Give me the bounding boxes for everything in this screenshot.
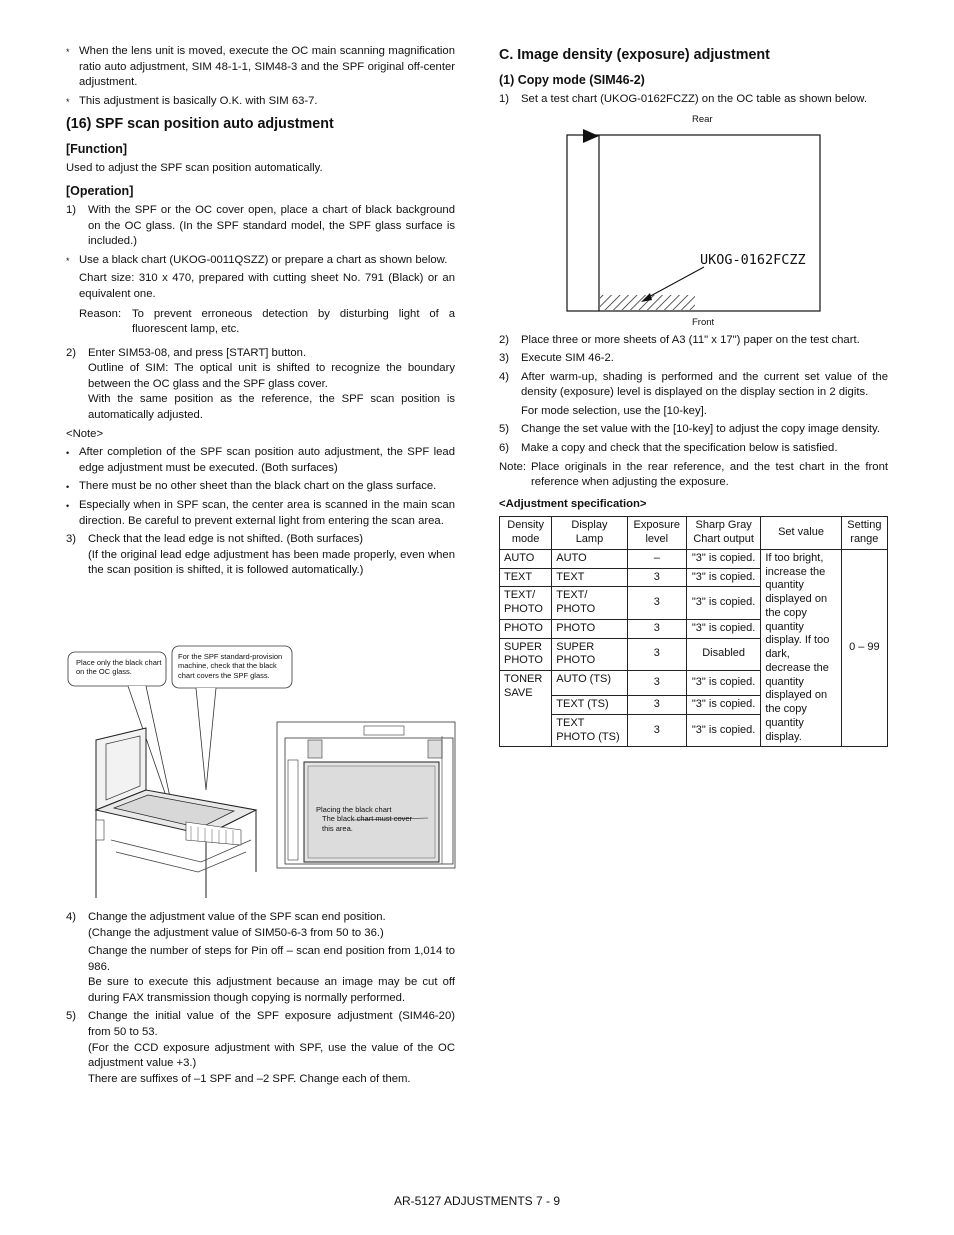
- bullet-star: *: [66, 255, 70, 266]
- header-exposure-level: Exposure level: [627, 517, 686, 550]
- intro-bullet: * This adjustment is basically O.K. with SIM 63-7.: [66, 94, 455, 110]
- adjustment-spec-table: [499, 516, 888, 747]
- step-5: 5) Change the initial value of the SPF exposure adjustment (SIM46-20) from 50 to 53. (For the CCD exposure adjustment with SPF, use the value of the OC adjustment value +3.) There are suffixes of –1 SPF and –2 SPF. Change each of them.: [66, 1010, 455, 1085]
- left-column-lower: [66, 910, 455, 1090]
- note-item: • Especially when in SPF scan, the center area is scanned in the main scan direction. Be careful to prevent external light from entering the scan area.: [66, 498, 455, 527]
- test-chart-figure: [499, 111, 888, 329]
- step-2: 2) Enter SIM53-08, and press [START] button. Outline of SIM: The optical unit is shifted to recognize the boundary between the OC glass and the SPF glass cover. With the same position as the reference, the SPF scan position is automatically adjusted.: [66, 346, 455, 422]
- section-title: (16) SPF scan position auto adjustment: [66, 116, 334, 133]
- step-3: 3) Execute SIM 46-2.: [499, 352, 614, 365]
- bullet-star: *: [66, 96, 70, 107]
- step-4: 4) Change the adjustment value of the SPF scan end position. (Change the adjustment value of SIM50-6-3 from 50 to 36.) Change the number of steps for Pin off – scan end position from 1,014 to 986. Be sure to execute this adjustment because an image may be cut off during FAX transmission though copying is normally performed.: [66, 911, 455, 1004]
- table-row: TEXT PHOTO (TS) 3 "3" is copied.: [500, 714, 888, 747]
- chart-code-label: UKOG-0162FCZZ: [700, 251, 806, 268]
- section-title-c: C. Image density (exposure) adjustment: [499, 47, 770, 63]
- right-column: [499, 44, 888, 747]
- note-item: • After completion of the SPF scan position auto adjustment, the SPF lead edge adjustment must be executed. (Both surfaces): [66, 446, 455, 474]
- placing-chart-label: Placing the black chart The black chart must cover this area.: [316, 805, 413, 833]
- step-1: 1) Set a test chart (UKOG-0162FCZZ) on the OC table as shown below.: [499, 92, 867, 105]
- rear-label: Rear: [692, 113, 713, 125]
- header-display-lamp: Display Lamp: [552, 517, 627, 550]
- table-row: AUTO AUTO – "3" is copied. If too bright, increase the quantity displayed on the copy quantity display. If too dark, decrease the quantity displayed on the copy quantity display. 0 – 99: [500, 549, 888, 568]
- step-5: 5) Change the set value with the [10-key] to adjust the copy image density.: [499, 423, 880, 436]
- setting-range-cell: 0 – 99: [841, 549, 887, 747]
- bullet-star: *: [66, 47, 70, 57]
- header-set-value: Set value: [761, 517, 841, 550]
- front-label: Front: [692, 316, 715, 328]
- chart-size: Chart size: 310 x 470, prepared with cutting sheet No. 791 (Black) or an equivalent one.: [79, 272, 455, 300]
- left-column: [66, 44, 455, 582]
- set-value-cell: If too bright, increase the quantity displayed on the copy quantity display. If too dark, decrease the quantity displayed on the copy quantity display.: [761, 549, 841, 747]
- note-heading: <Note>: [66, 427, 104, 440]
- table-row: TEXT TEXT 3 "3" is copied.: [500, 568, 888, 587]
- step-1: 1) With the SPF or the OC cover open, place a chart of black background on the OC glass. (In the SPF standard model, the SPF glass surface is included.): [66, 204, 455, 248]
- table-row: PHOTO PHOTO 3 "3" is copied.: [500, 619, 888, 638]
- header-setting-range: Setting range: [841, 517, 887, 550]
- step-3: 3) Check that the lead edge is not shifted. (Both surfaces) (If the original lead edge adjustment has been made properly, even when the scan position is shifted, it is followed automatically.): [66, 533, 455, 577]
- header-density-mode: Density mode: [500, 517, 552, 550]
- note-item: • There must be no other sheet than the black chart on the glass surface.: [66, 480, 437, 493]
- step-4: 4) After warm-up, shading is performed and the current set value of the density (exposure) level is displayed on the display section in 2 digits. For mode selection, use the [10-key].: [499, 370, 888, 417]
- bubble-spf-check: For the SPF standard-provision machine, check that the black chart covers the SPF glass.: [178, 652, 283, 680]
- table-row: TEXT (TS) 3 "3" is copied.: [500, 696, 888, 715]
- page-footer: AR-5127 ADJUSTMENTS 7 - 9: [393, 1194, 561, 1208]
- step-2: 2) Place three or more sheets of A3 (11" x 17") paper on the test chart.: [499, 333, 860, 346]
- header-chart-output: Sharp Gray Chart output: [686, 517, 760, 550]
- bubble-place-chart: Place only the black chart on the OC glass.: [76, 658, 162, 677]
- test-chart-diagram: [499, 127, 888, 317]
- note: Note: Place originals in the rear reference, and the test chart in the front reference when adjusting the exposure.: [499, 460, 888, 489]
- reason: Reason: To prevent erroneous detection by disturbing light of a fluorescent lamp, etc.: [79, 307, 455, 336]
- function-heading: [Function]: [66, 142, 128, 157]
- operation-heading: [Operation]: [66, 183, 134, 198]
- step-1-star: * Use a black chart (UKOG-0011QSZZ) or prepare a chart as shown below.: [66, 253, 455, 269]
- function-text: Used to adjust the SPF scan position automatically.: [66, 162, 323, 175]
- step-6: 6) Make a copy and check that the specification below is satisfied.: [499, 442, 838, 455]
- intro-bullet: * When the lens unit is moved, execute the OC main scanning magnification ratio auto adjustment, SIM 48-1-1, SIM48-3 and the SPF original off-center adjustment.: [66, 44, 455, 91]
- table-row: TEXT/ PHOTO TEXT/ PHOTO 3 "3" is copied.: [500, 587, 888, 620]
- copy-mode-title: (1) Copy mode (SIM46-2): [499, 72, 645, 87]
- table-header-row: [500, 517, 888, 550]
- spec-heading: <Adjustment specification>: [499, 497, 647, 510]
- table-row: SUPER PHOTO SUPER PHOTO 3 Disabled: [500, 638, 888, 671]
- black-chart-figure: [66, 640, 456, 898]
- table-row: TONER SAVE AUTO (TS) 3 "3" is copied.: [500, 671, 888, 696]
